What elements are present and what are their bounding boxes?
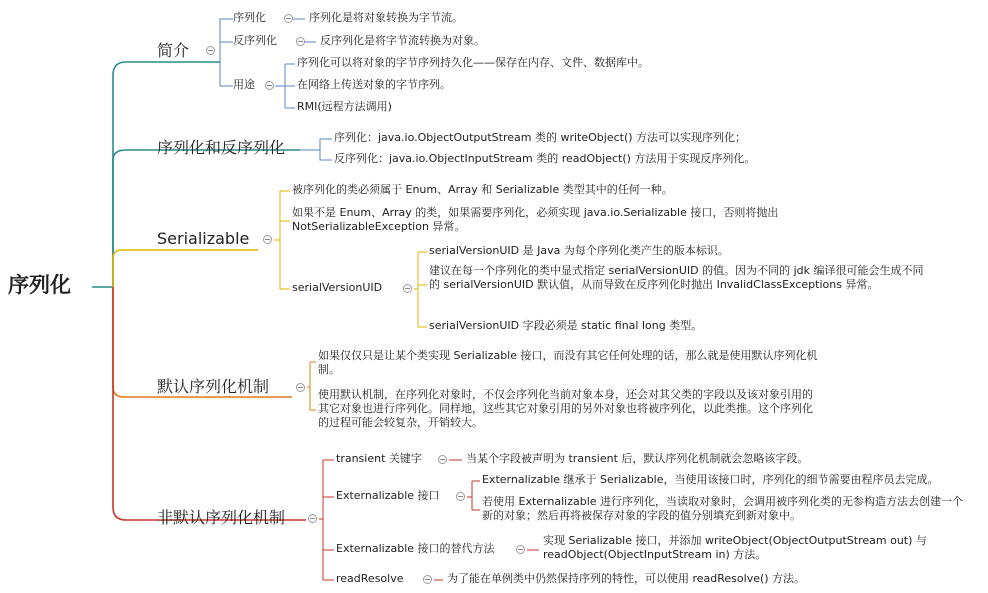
leaf-externalizable-2: 若使用 Externalizable 进行序列化，当读取对象时，会调用被序列化类的无参构造方法去创建一个新的对象；然后再将被保存对象的字段的值分别填充到新对象中。	[482, 495, 964, 522]
node-uses[interactable]: 用途	[233, 78, 255, 91]
connector-line	[274, 191, 290, 289]
leaf-transient: 当某个字段被声明为 transient 后，默认序列化机制就会忽略该字段。	[466, 452, 809, 465]
node-read-resolve[interactable]: readResolve	[336, 572, 404, 585]
connector-line	[113, 62, 220, 287]
connector-line	[113, 150, 300, 287]
connector-line	[113, 250, 258, 287]
connector-line	[467, 481, 480, 510]
collapse-toggle-icon[interactable]	[308, 514, 317, 523]
leaf-ser-method: 序列化：java.io.ObjectOutputStream 类的 writeObject() 方法可以实现序列化；	[334, 131, 747, 144]
connector-line	[319, 460, 334, 580]
collapse-toggle-icon[interactable]	[403, 284, 412, 293]
node-serialization[interactable]: 序列化	[233, 11, 266, 24]
leaf-serializable-exception: 如果不是 Enum、Array 的类，如果需要序列化，必须实现 java.io.Serializable 接口，否则将抛出 NotSerializableException 异常。	[292, 206, 779, 233]
leaf-default-1: 如果仅仅只是让某个类实现 Serializable 接口，而没有其它任何处理的话，那么就是使用默认序列化机制。	[318, 349, 818, 376]
connector-line	[307, 362, 316, 410]
node-externalizable[interactable]: Externalizable 接口	[336, 489, 440, 502]
leaf-read-resolve: 为了能在单例类中仍然保持序列的特性，可以使用 readResolve() 方法。	[447, 572, 806, 585]
leaf-serializable-rule: 被序列化的类必须属于 Enum、Array 和 Serializable 类型其中的任何一种。	[292, 183, 673, 196]
node-serial-version-uid[interactable]: serialVersionUID	[292, 281, 383, 294]
leaf-serialization-def: 序列化是将对象转换为字节流。	[309, 11, 463, 24]
section-serializable[interactable]: Serializable	[157, 229, 250, 248]
section-ser-deser[interactable]: 序列化和反序列化	[157, 138, 286, 157]
collapse-toggle-icon[interactable]	[423, 575, 432, 584]
leaf-uid: serialVersionUID 字段必须是 static final long 类型。	[429, 319, 703, 332]
collapse-toggle-icon[interactable]	[206, 46, 215, 55]
connector-line	[113, 287, 306, 520]
collapse-toggle-icon[interactable]	[296, 383, 305, 392]
leaf-uid: serialVersionUID 是 Java 为每个序列化类产生的版本标识。	[429, 244, 729, 257]
collapse-toggle-icon[interactable]	[516, 545, 525, 554]
collapse-toggle-icon[interactable]	[296, 37, 305, 46]
node-externalizable-alt[interactable]: Externalizable 接口的替代方法	[336, 542, 495, 555]
leaf-deser-method: 反序列化：java.io.ObjectInputStream 类的 readObject() 方法用于实现反序列化。	[334, 152, 756, 165]
collapse-toggle-icon[interactable]	[284, 14, 293, 23]
collapse-toggle-icon[interactable]	[456, 492, 465, 501]
leaf-externalizable-1: Externalizable 继承于 Serializable，当使用该接口时，序列化的细节需要由程序员去完成。	[482, 473, 939, 486]
leaf-externalizable-alt: 实现 Serializable 接口，并添加 writeObject(ObjectOutputStream out) 与 readObject(ObjectInputStream in) 方法。	[543, 534, 927, 561]
collapse-toggle-icon[interactable]	[265, 81, 274, 90]
connector-line	[414, 252, 427, 327]
collapse-toggle-icon[interactable]	[263, 235, 272, 244]
section-non-default-mechanism[interactable]: 非默认序列化机制	[157, 508, 286, 527]
connector-line	[220, 19, 233, 86]
leaf-default-2: 使用默认机制，在序列化对象时，不仅会序列化当前对象本身，还会对其父类的字段以及该对象引用的其它对象也进行序列化。同样地，这些其它对象引用的另外对象也将被序列化，以此类推。这个序列化的过程可能会较复杂，开销较大。	[318, 388, 813, 429]
leaf-deserialization-def: 反序列化是将字节流转换为对象。	[320, 34, 485, 47]
section-default-mechanism[interactable]: 默认序列化机制	[157, 377, 270, 396]
leaf-use: 序列化可以将对象的字节序列持久化——保存在内存、文件、数据库中。	[297, 56, 649, 69]
section-intro[interactable]: 简介	[157, 41, 190, 60]
collapse-toggle-icon[interactable]	[438, 455, 447, 464]
leaf-use: RMI(远程方法调用)	[297, 100, 392, 113]
node-transient[interactable]: transient 关键字	[336, 452, 422, 465]
leaf-uid: 建议在每一个序列化的类中显式指定 serialVersionUID 的值。因为不同的 jdk 编译很可能会生成不同的 serialVersionUID 默认值，从而导致在反序列化时抛出 InvalidClassExceptions 异常。	[429, 264, 924, 291]
connector-line	[275, 64, 295, 108]
root-node[interactable]: 序列化	[8, 273, 71, 297]
connector-line	[300, 139, 332, 160]
leaf-use: 在网络上传送对象的字节序列。	[297, 78, 451, 91]
node-deserialization[interactable]: 反序列化	[233, 34, 277, 47]
